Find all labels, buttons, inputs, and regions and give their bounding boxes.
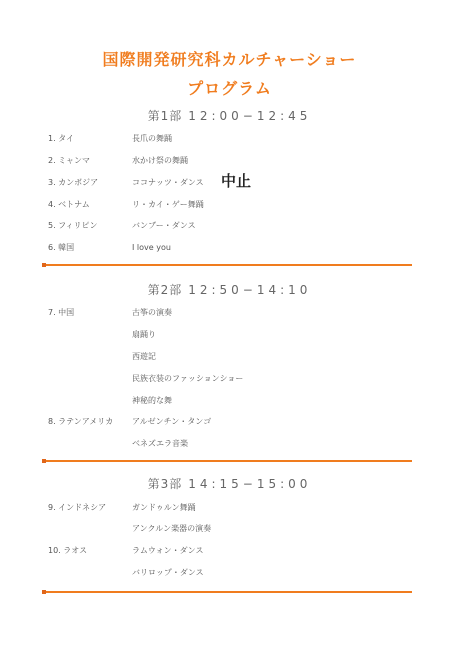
country-label: 7. 中国 [48, 308, 75, 317]
section-divider [42, 460, 412, 462]
country-label: 2. ミャンマ [48, 156, 91, 165]
program-row [48, 373, 243, 387]
program-row [48, 523, 211, 537]
program-title: I love you [132, 243, 171, 252]
program-row [48, 220, 196, 234]
country-label: 9. インドネシア [48, 503, 107, 512]
country-label: 3. カンボジア [48, 178, 99, 187]
document-title: 国際開発研究科カルチャーショー [102, 50, 357, 69]
program-title: バンブー・ダンス [132, 221, 196, 230]
program-title: 神秘的な舞 [132, 396, 172, 405]
program-row [48, 502, 196, 516]
program-title: アンクルン楽器の演奏 [132, 524, 212, 533]
section-1-label: 第1部 [147, 109, 183, 123]
country-label: 10. ラオス [48, 546, 88, 555]
program-row [48, 351, 156, 365]
program-row [48, 133, 172, 147]
program-title: ベネズエラ音楽 [132, 439, 188, 448]
program-title: 民族衣装のファッションショー [132, 374, 244, 383]
section-1-header [0, 107, 459, 124]
cancel-mark: 中止 [221, 172, 252, 190]
section-1-time: 12:00−12:45 [188, 109, 312, 123]
program-row [48, 395, 172, 409]
program-title: ガンドゥルン舞踊 [132, 503, 196, 512]
country-label: 6. 韓国 [48, 243, 75, 252]
section-2-label: 第2部 [147, 283, 183, 297]
program-row [48, 307, 172, 321]
program-title: ラムウォン・ダンス [132, 546, 204, 555]
program-row [48, 155, 188, 169]
program-title: 西遊記 [132, 352, 156, 361]
program-title: バリロップ・ダンス [132, 568, 204, 577]
country-label: 5. フィリピン [48, 221, 98, 230]
section-2-time: 12:50−14:10 [188, 283, 312, 297]
program-row [48, 438, 188, 452]
program-row [48, 242, 171, 256]
program-row [48, 177, 204, 191]
program-title: 古筝の演奏 [132, 308, 172, 317]
country-label: 8. ラテンアメリカ [48, 417, 114, 426]
program-title: 扇踊り [132, 330, 156, 339]
section-3-time: 14:15−15:00 [188, 477, 312, 491]
program-row [48, 416, 211, 430]
section-3-label: 第3部 [147, 477, 183, 491]
section-2-header [0, 281, 459, 298]
document-subtitle: プログラム [187, 79, 272, 98]
section-divider [42, 591, 412, 593]
program-title: 水かけ祭の舞踊 [132, 156, 188, 165]
section-3-header [0, 475, 459, 492]
program-title: ココナッツ・ダンス [132, 178, 204, 187]
program-title: 長爪の舞踊 [132, 134, 172, 143]
program-row [48, 567, 204, 581]
program-row [48, 199, 204, 213]
country-label: 4. ベトナム [48, 200, 90, 209]
country-label: 1. タイ [48, 134, 75, 143]
program-title: リ・カイ・ゲー舞踊 [132, 200, 204, 209]
program-row [48, 545, 203, 559]
program-row [48, 329, 156, 343]
section-divider [42, 264, 412, 266]
program-title: アルゼンチン・タンゴ [132, 417, 212, 426]
